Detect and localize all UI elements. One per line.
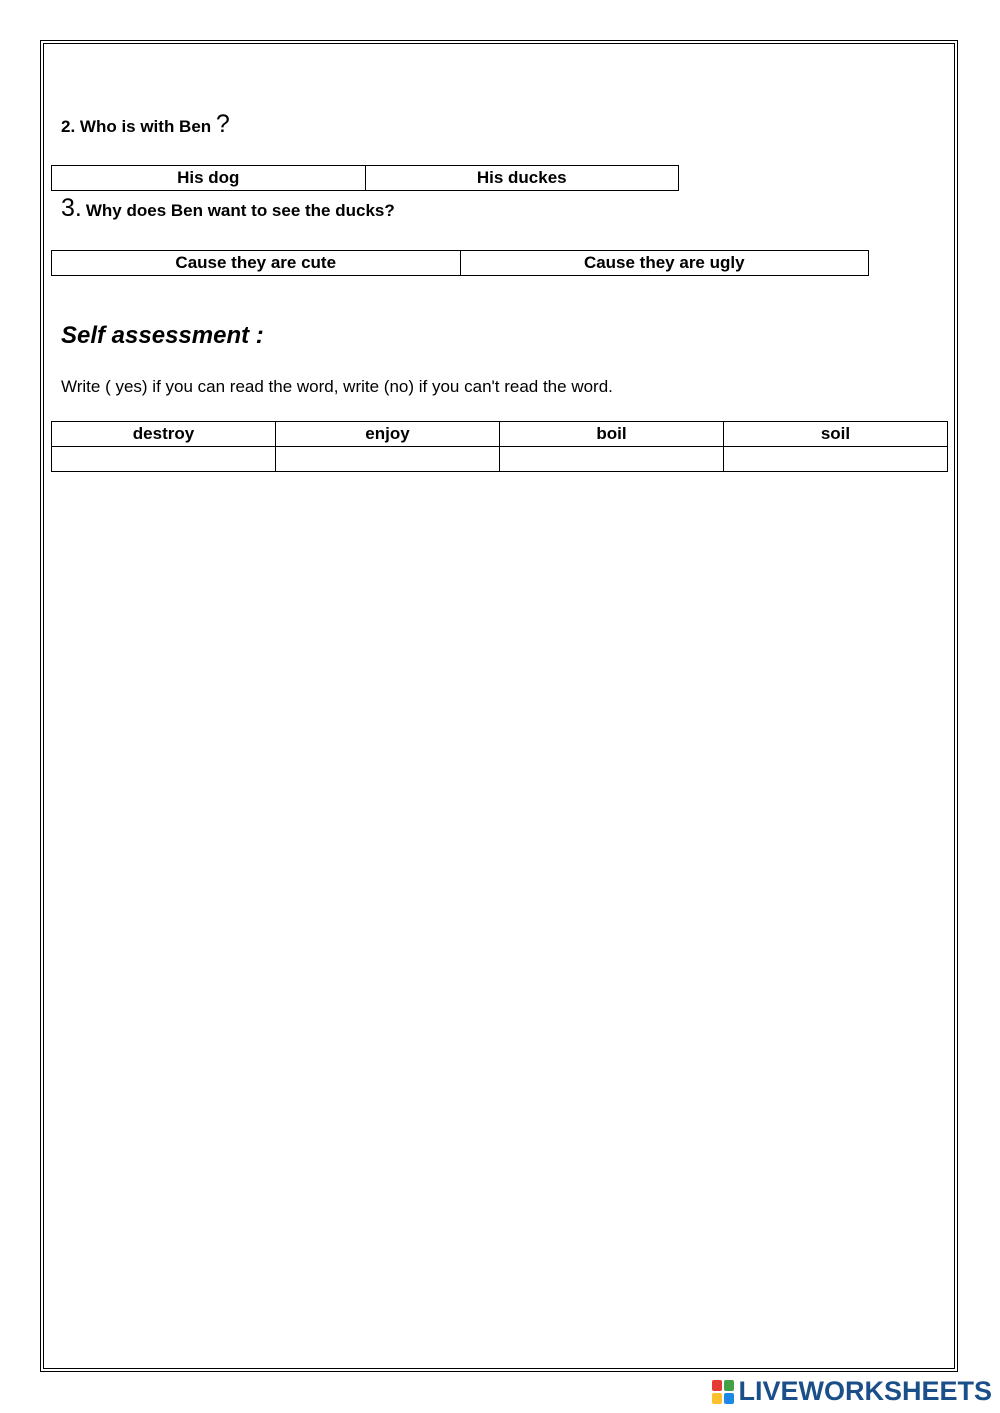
question-2-options	[51, 165, 679, 191]
liveworksheets-logo-icon	[712, 1380, 734, 1404]
word-header-row	[52, 422, 948, 447]
page-border-inner	[43, 43, 955, 1369]
question-2-label: 2. Who is with Ben	[61, 117, 212, 136]
question-2-mark: ?	[215, 110, 230, 138]
answer-input-enjoy[interactable]	[276, 447, 500, 472]
question-3-title	[61, 194, 395, 223]
word-cell-soil: soil	[724, 422, 948, 447]
liveworksheets-wordmark: LIVEWORKSHEETS	[738, 1376, 992, 1406]
answer-input-boil[interactable]	[500, 447, 724, 472]
question-3-label: Why does Ben want to see the ducks?	[85, 201, 395, 220]
answer-row	[52, 447, 948, 472]
logo-square-1	[712, 1380, 722, 1391]
question-3-number: 3.	[61, 194, 82, 222]
answer-input-soil[interactable]	[724, 447, 948, 472]
question-3-option-1[interactable]: Cause they are cute	[52, 251, 461, 276]
word-cell-destroy: destroy	[52, 422, 276, 447]
word-cell-boil: boil	[500, 422, 724, 447]
self-assessment-table	[51, 421, 948, 472]
self-assessment-title: Self assessment :	[61, 322, 264, 349]
liveworksheets-brand	[712, 1376, 992, 1407]
question-3-option-2[interactable]: Cause they are ugly	[460, 251, 869, 276]
logo-square-2	[724, 1380, 734, 1391]
logo-square-3	[712, 1393, 722, 1404]
question-3-options	[51, 250, 869, 276]
question-2-title	[61, 110, 230, 139]
question-2-option-2[interactable]: His duckes	[365, 166, 679, 191]
self-assessment-instruction: Write ( yes) if you can read the word, write (no) if you can't read the word.	[61, 377, 613, 396]
answer-input-destroy[interactable]	[52, 447, 276, 472]
logo-square-4	[724, 1393, 734, 1404]
word-cell-enjoy: enjoy	[276, 422, 500, 447]
question-2-option-1[interactable]: His dog	[52, 166, 366, 191]
